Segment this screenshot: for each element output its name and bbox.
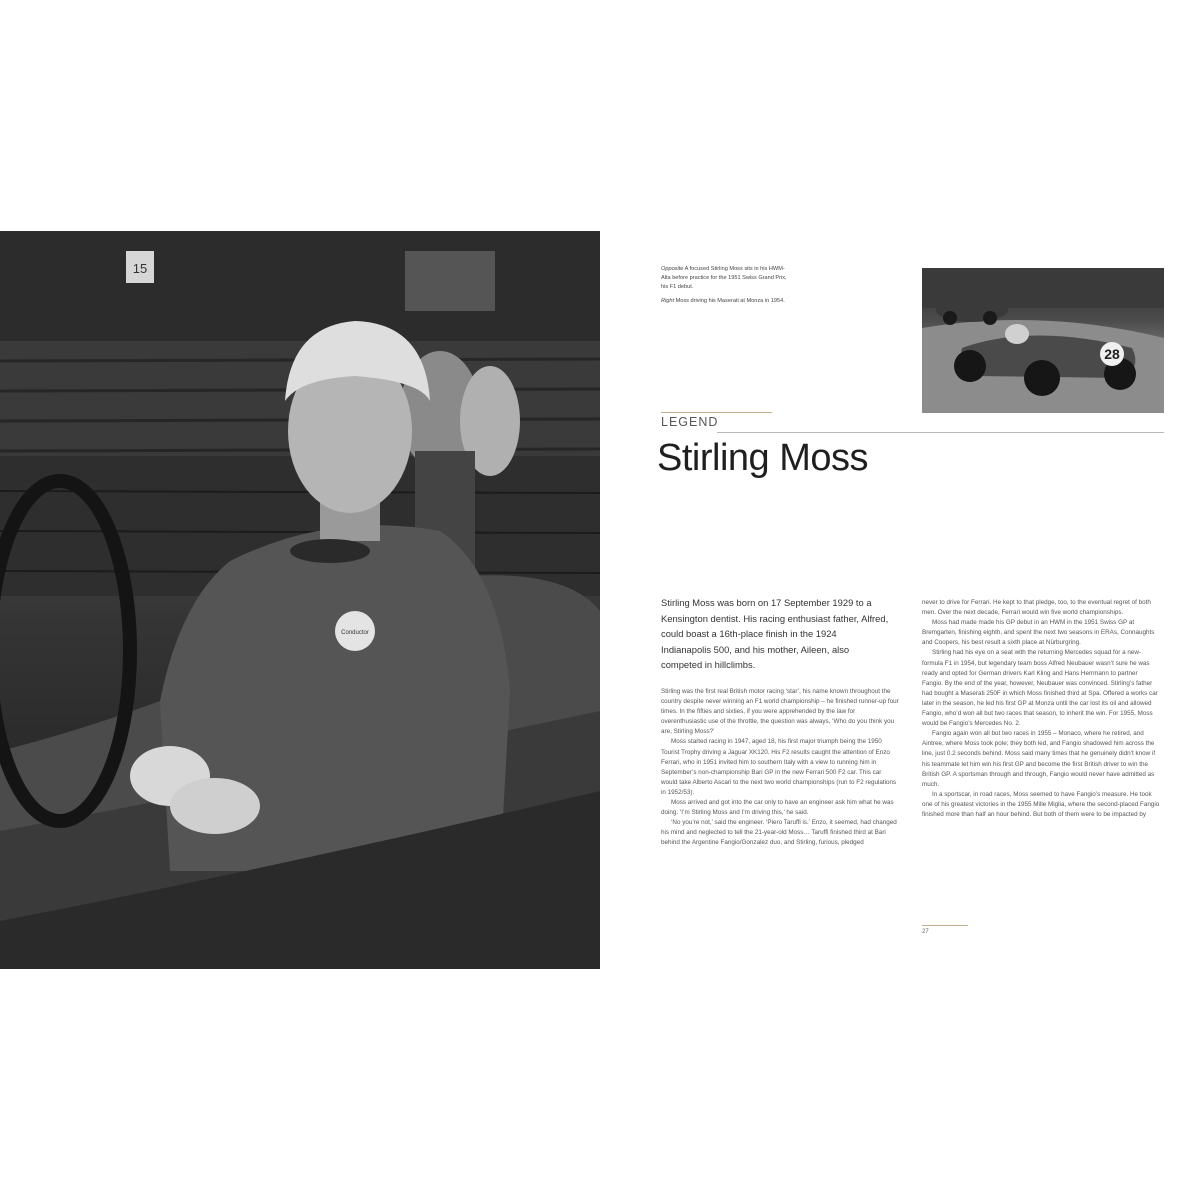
pit-sign-number: 15 <box>132 261 148 276</box>
page-number: 27 <box>922 929 929 935</box>
body-paragraph: Moss had made made his GP debut in an HWM in the 1951 Swiss GP at Bremgarten, finishing eighth, and spent the next two seasons in ERAs, Connaughts and Coopers, his best result a sixth place at Nürburgring. <box>922 619 1155 647</box>
maserati-monza-photo <box>922 268 1164 413</box>
book-spread <box>0 231 1200 969</box>
section-label: LEGEND <box>661 415 719 429</box>
caption-opposite: Opposite A focused Stirling Moss sits in his HWM-Alta before practice for the 1951 Swiss Grand Prix, his F1 debut. <box>661 266 787 291</box>
body-paragraph: Stirling had his eye on a seat with the returning Mercedes squad for a new-formula F1 in 1954, but legendary team boss Alfred Neubauer wasn’t sure he was ready and opted for German drivers Karl Kling and Hans Herrmann to partner Fangio. By the end of the year, however, Neubauer was convinced. Stirling’s father had bought a Maserati 250F in which Moss finished third at Spa. Offered a works car later in the season, he led his first GP at Monza until the car lost its oil and allowed Fangio, who’d won all but two races that season, to inherit the win. For 1955, Moss would be Fangio’s Mercedes No. 2. <box>922 649 1158 728</box>
portrait-photo-drawing <box>0 231 600 969</box>
driver-badge-text: Conductor <box>341 630 369 636</box>
folio-rule <box>922 925 968 926</box>
section-rule-short <box>661 412 772 413</box>
body-column-2 <box>922 598 1160 820</box>
car-number: 28 <box>1104 346 1120 362</box>
body-column-1 <box>661 687 899 849</box>
caption-right: Right Moss driving his Maserati at Monza in 1954. <box>661 297 785 304</box>
body-paragraph: Fangio again won all but two races in 1955 – Monaco, where he retired, and Aintree, where Moss took pole; they both led, and Fangio shadowed him across the line, just 0.2 seconds behind. Moss said many times that he genuinely didn’t know if his teammate let him win his first GP and become the first British driver to win the British GP. A sportsman through and through, Fangio would never have admitted as much. <box>922 730 1156 788</box>
intro-paragraph: Stirling Moss was born on 17 September 1929 to a Kensington dentist. His racing enthusiast father, Alfred, could boast a 16th-place finish in the 1924 Indianapolis 500, and his mother, Aileen, also competed in hillclimbs. <box>661 597 889 670</box>
body-paragraph: ‘No you’re not,’ said the engineer. ‘Piero Taruffi is.’ Enzo, it seemed, had changed his mind and neglected to tell the 21-year-old Moss… Taruffi finished third at Bari behind the Argentine Fangio/Gonzalez duo, and Stirling, furious, pledged <box>661 819 897 847</box>
page-title: Stirling Moss <box>657 437 868 479</box>
body-paragraph: never to drive for Ferrari. He kept to that pledge, too, to the eventual regret of both men. Over the next decade, Ferrari would win five world championships. <box>922 599 1151 617</box>
section-rule-long <box>717 432 1164 433</box>
stirling-moss-portrait-photo <box>0 231 600 969</box>
monza-photo-drawing <box>922 268 1164 413</box>
body-paragraph: Stirling was the first real British motor racing ‘star’, his name known throughout the country despite never winning an F1 world championship – he finished runner-up four times. In the fifties and sixties, if you were apprehended by the law for overenthusiastic use of the throttle, the question was always, ‘Who do you think you are, Stirling Moss?’ <box>661 688 899 736</box>
body-paragraph: In a sportscar, in road races, Moss seemed to have Fangio’s measure. He took one of his greatest victories in the 1955 Mille Miglia, where the second-placed Fangio finished more than half an hour behind. But both of them were to be impacted by <box>922 790 1160 818</box>
body-paragraph: Moss started racing in 1947, aged 18, his first major triumph being the 1950 Tourist Trophy driving a Jaguar XK120. His F2 results caught the attention of Enzo Ferrari, who in 1951 invited him to southern Italy with a view to running him in September’s non-championship Bari GP in the new Ferrari 500 F2 car. This car would take Alberto Ascari to the next two world championships (run to F2 regulations in 1952/53). <box>661 738 897 796</box>
body-paragraph: Moss arrived and got into the car only to have an engineer ask him what he was doing. ‘I’m Stirling Moss and I’m driving this,’ he said. <box>661 799 894 817</box>
photo-caption <box>661 265 791 310</box>
